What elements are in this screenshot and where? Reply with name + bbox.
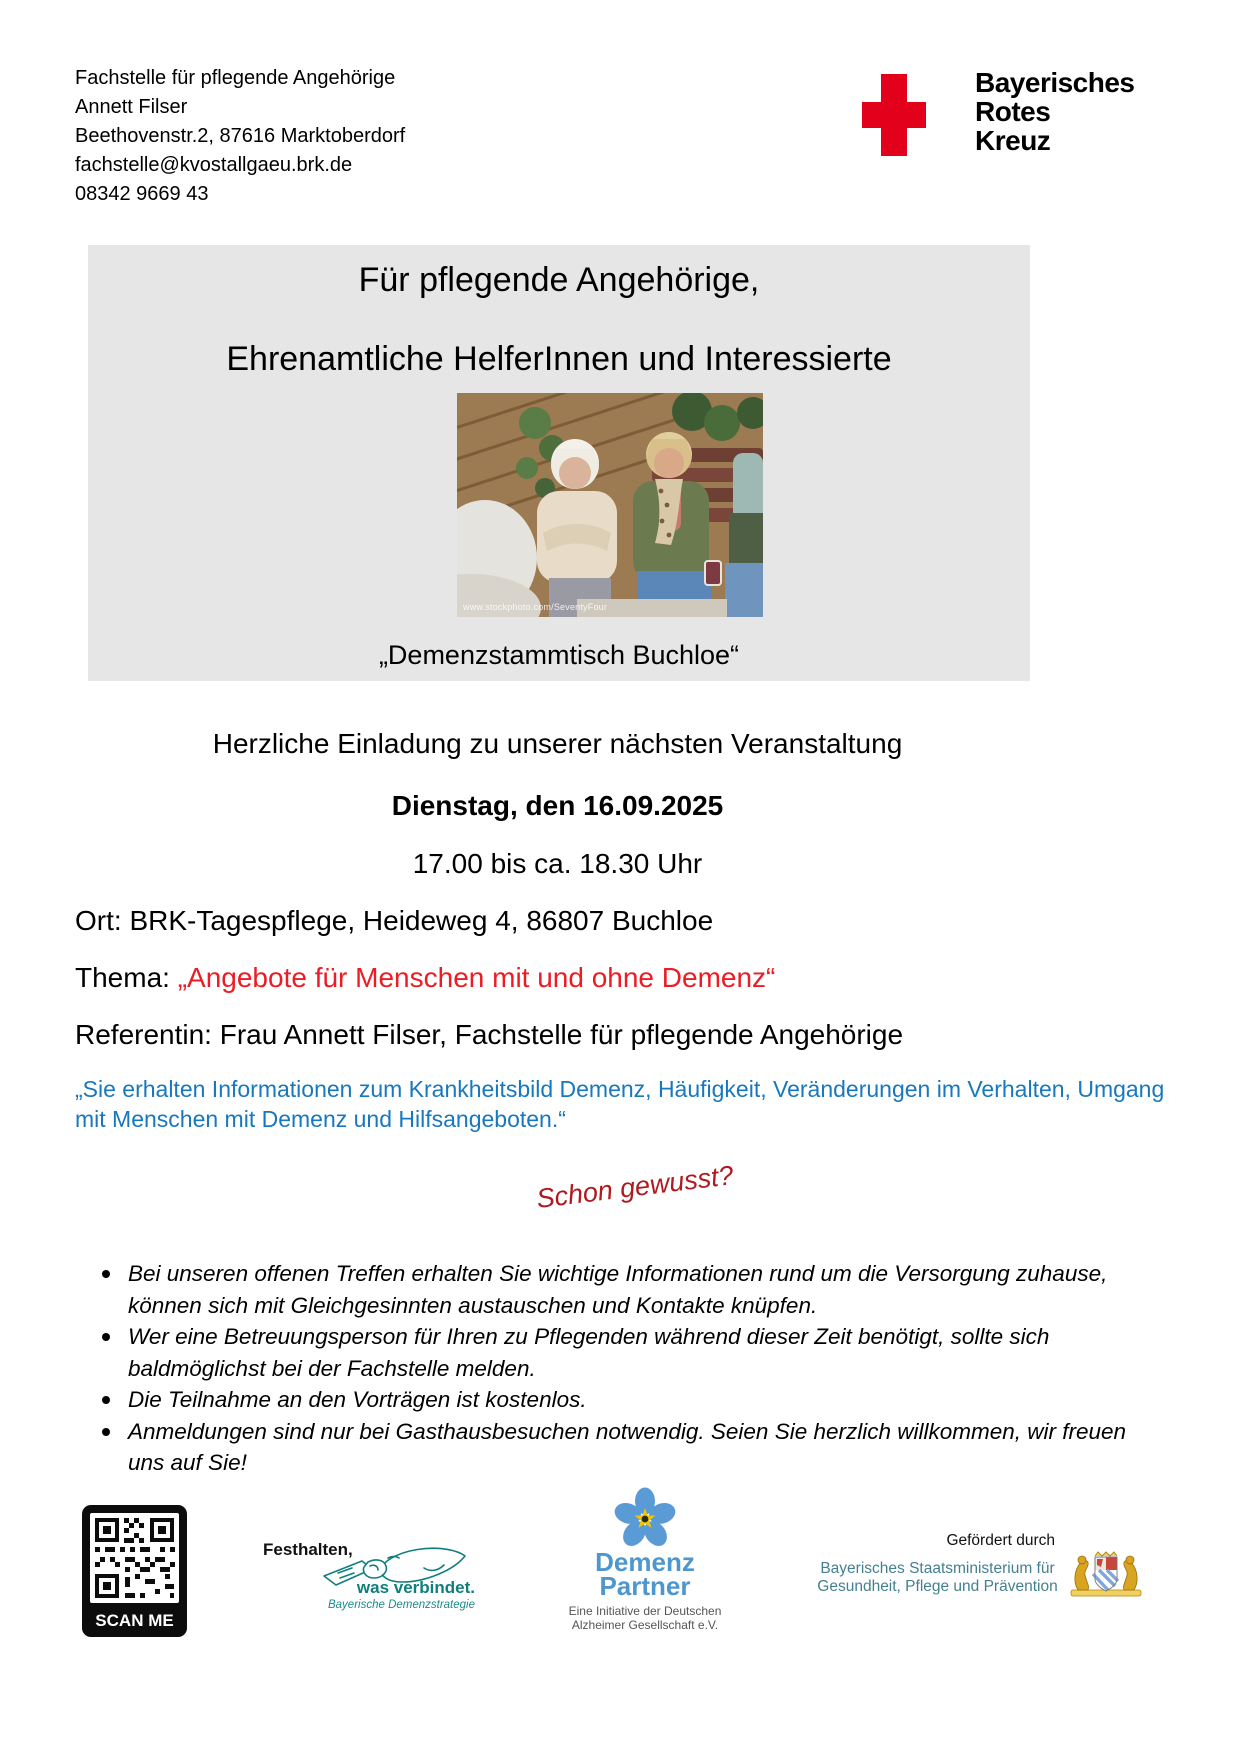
event-photo bbox=[457, 393, 763, 617]
bullet-text: Bei unseren offenen Treffen erhalten Sie wichtige Informationen rund um die Versorgung zuhause, können sich mit Gleichgesinnten austauschen und Kontakte knüpfen. bbox=[128, 1261, 1108, 1318]
demenzstrategie-logo bbox=[260, 1540, 475, 1620]
ministry-name bbox=[815, 1560, 1060, 1596]
forget-me-not-flower-icon bbox=[614, 1486, 676, 1548]
brk-logo bbox=[862, 67, 1172, 162]
partner-subtitle-line1: Eine Initiative der Deutschen bbox=[568, 1604, 722, 1618]
event-description: „Sie erhalten Informationen zum Krankheitsbild Demenz, Häufigkeit, Veränderungen im Verhalten, Umgang mit Menschen mit Demenz und Hilfsangeboten.“ bbox=[75, 1076, 1165, 1132]
demenz-partner-logo bbox=[545, 1486, 745, 1632]
partner-subtitle bbox=[545, 1604, 745, 1632]
event-topic-line bbox=[75, 962, 775, 994]
invitation-intro: Herzliche Einladung zu unserer nächsten Veranstaltung bbox=[212, 728, 903, 759]
event-speaker: Referentin: Frau Annett Filser, Fachstelle für pflegende Angehörige bbox=[75, 1019, 904, 1050]
topic-label: Thema: bbox=[75, 962, 178, 993]
funding-label: Gefördert durch bbox=[946, 1532, 1055, 1549]
contact-email: fachstelle@kvostallgaeu.brk.de bbox=[75, 154, 353, 176]
ministry-line1: Bayerisches Staatsministerium für bbox=[820, 1560, 1055, 1577]
header-title-line2: Ehrenamtliche HelferInnen und Interessierte bbox=[226, 340, 892, 378]
event-photo-illustration bbox=[457, 393, 763, 617]
qr-code bbox=[82, 1505, 187, 1637]
event-name-caption: „Demenzstammtisch Buchloe“ bbox=[378, 640, 740, 670]
brk-logo-text bbox=[975, 68, 1135, 155]
strategy-line3: Bayerische Demenzstrategie bbox=[327, 1599, 475, 1611]
partner-subtitle-line2: Alzheimer Gesellschaft e.V. bbox=[571, 1618, 719, 1632]
bullet-text: Anmeldungen sind nur bei Gasthausbesuchen notwendig. Seien Sie herzlich willkommen, wir freuen uns auf Sie! bbox=[128, 1418, 1127, 1475]
ministry-line2: Gesundheit, Pflege und Prävention bbox=[817, 1578, 1058, 1595]
bullet-item bbox=[95, 1384, 1160, 1416]
teaser-text: Schon gewusst? bbox=[534, 1160, 736, 1214]
qr-code-icon bbox=[82, 1505, 187, 1637]
contact-phone: 08342 9669 43 bbox=[75, 183, 209, 205]
photo-watermark: www.stockphoto.com/SeventyFour bbox=[463, 602, 608, 612]
info-bullet-list bbox=[95, 1258, 1160, 1479]
red-cross-icon bbox=[862, 74, 926, 156]
bavaria-coat-of-arms-icon bbox=[1068, 1548, 1144, 1598]
event-date: Dienstag, den 16.09.2025 bbox=[391, 790, 724, 821]
brk-logo-line3: Kreuz bbox=[975, 125, 1051, 156]
header-box bbox=[88, 245, 1030, 681]
bullet-text: Die Teilnahme an den Vorträgen ist kostenlos. bbox=[128, 1387, 587, 1412]
partner-line1: Demenz bbox=[595, 1547, 695, 1577]
qr-scan-me-label: SCAN ME bbox=[95, 1611, 174, 1630]
brk-logo-line1: Bayerisches bbox=[975, 67, 1135, 98]
strategy-line2: was verbindet. bbox=[356, 1578, 475, 1597]
contact-organisation: Fachstelle für pflegende Angehörige bbox=[75, 67, 396, 89]
brk-logo-line2: Rotes bbox=[975, 96, 1051, 127]
contact-person: Annett Filser bbox=[75, 96, 188, 118]
bullet-item bbox=[95, 1416, 1160, 1479]
bullet-item bbox=[95, 1321, 1160, 1384]
bullet-item bbox=[95, 1258, 1160, 1321]
event-location: Ort: BRK-Tagespflege, Heideweg 4, 86807 Buchloe bbox=[75, 905, 714, 936]
strategy-line1: Festhalten, bbox=[263, 1540, 353, 1559]
event-time: 17.00 bis ca. 18.30 Uhr bbox=[412, 848, 703, 879]
header-title-line1: Für pflegende Angehörige, bbox=[358, 261, 760, 299]
contact-address: Beethovenstr.2, 87616 Marktoberdorf bbox=[75, 125, 406, 147]
bullet-text: Wer eine Betreuungsperson für Ihren zu Pflegenden während dieser Zeit benötigt, sollte sich baldmöglichst bei der Fachstelle melden. bbox=[128, 1324, 1050, 1381]
contact-block bbox=[75, 64, 405, 209]
topic-value: „Angebote für Menschen mit und ohne Demenz“ bbox=[177, 962, 776, 993]
partner-line2: Partner bbox=[599, 1571, 691, 1601]
